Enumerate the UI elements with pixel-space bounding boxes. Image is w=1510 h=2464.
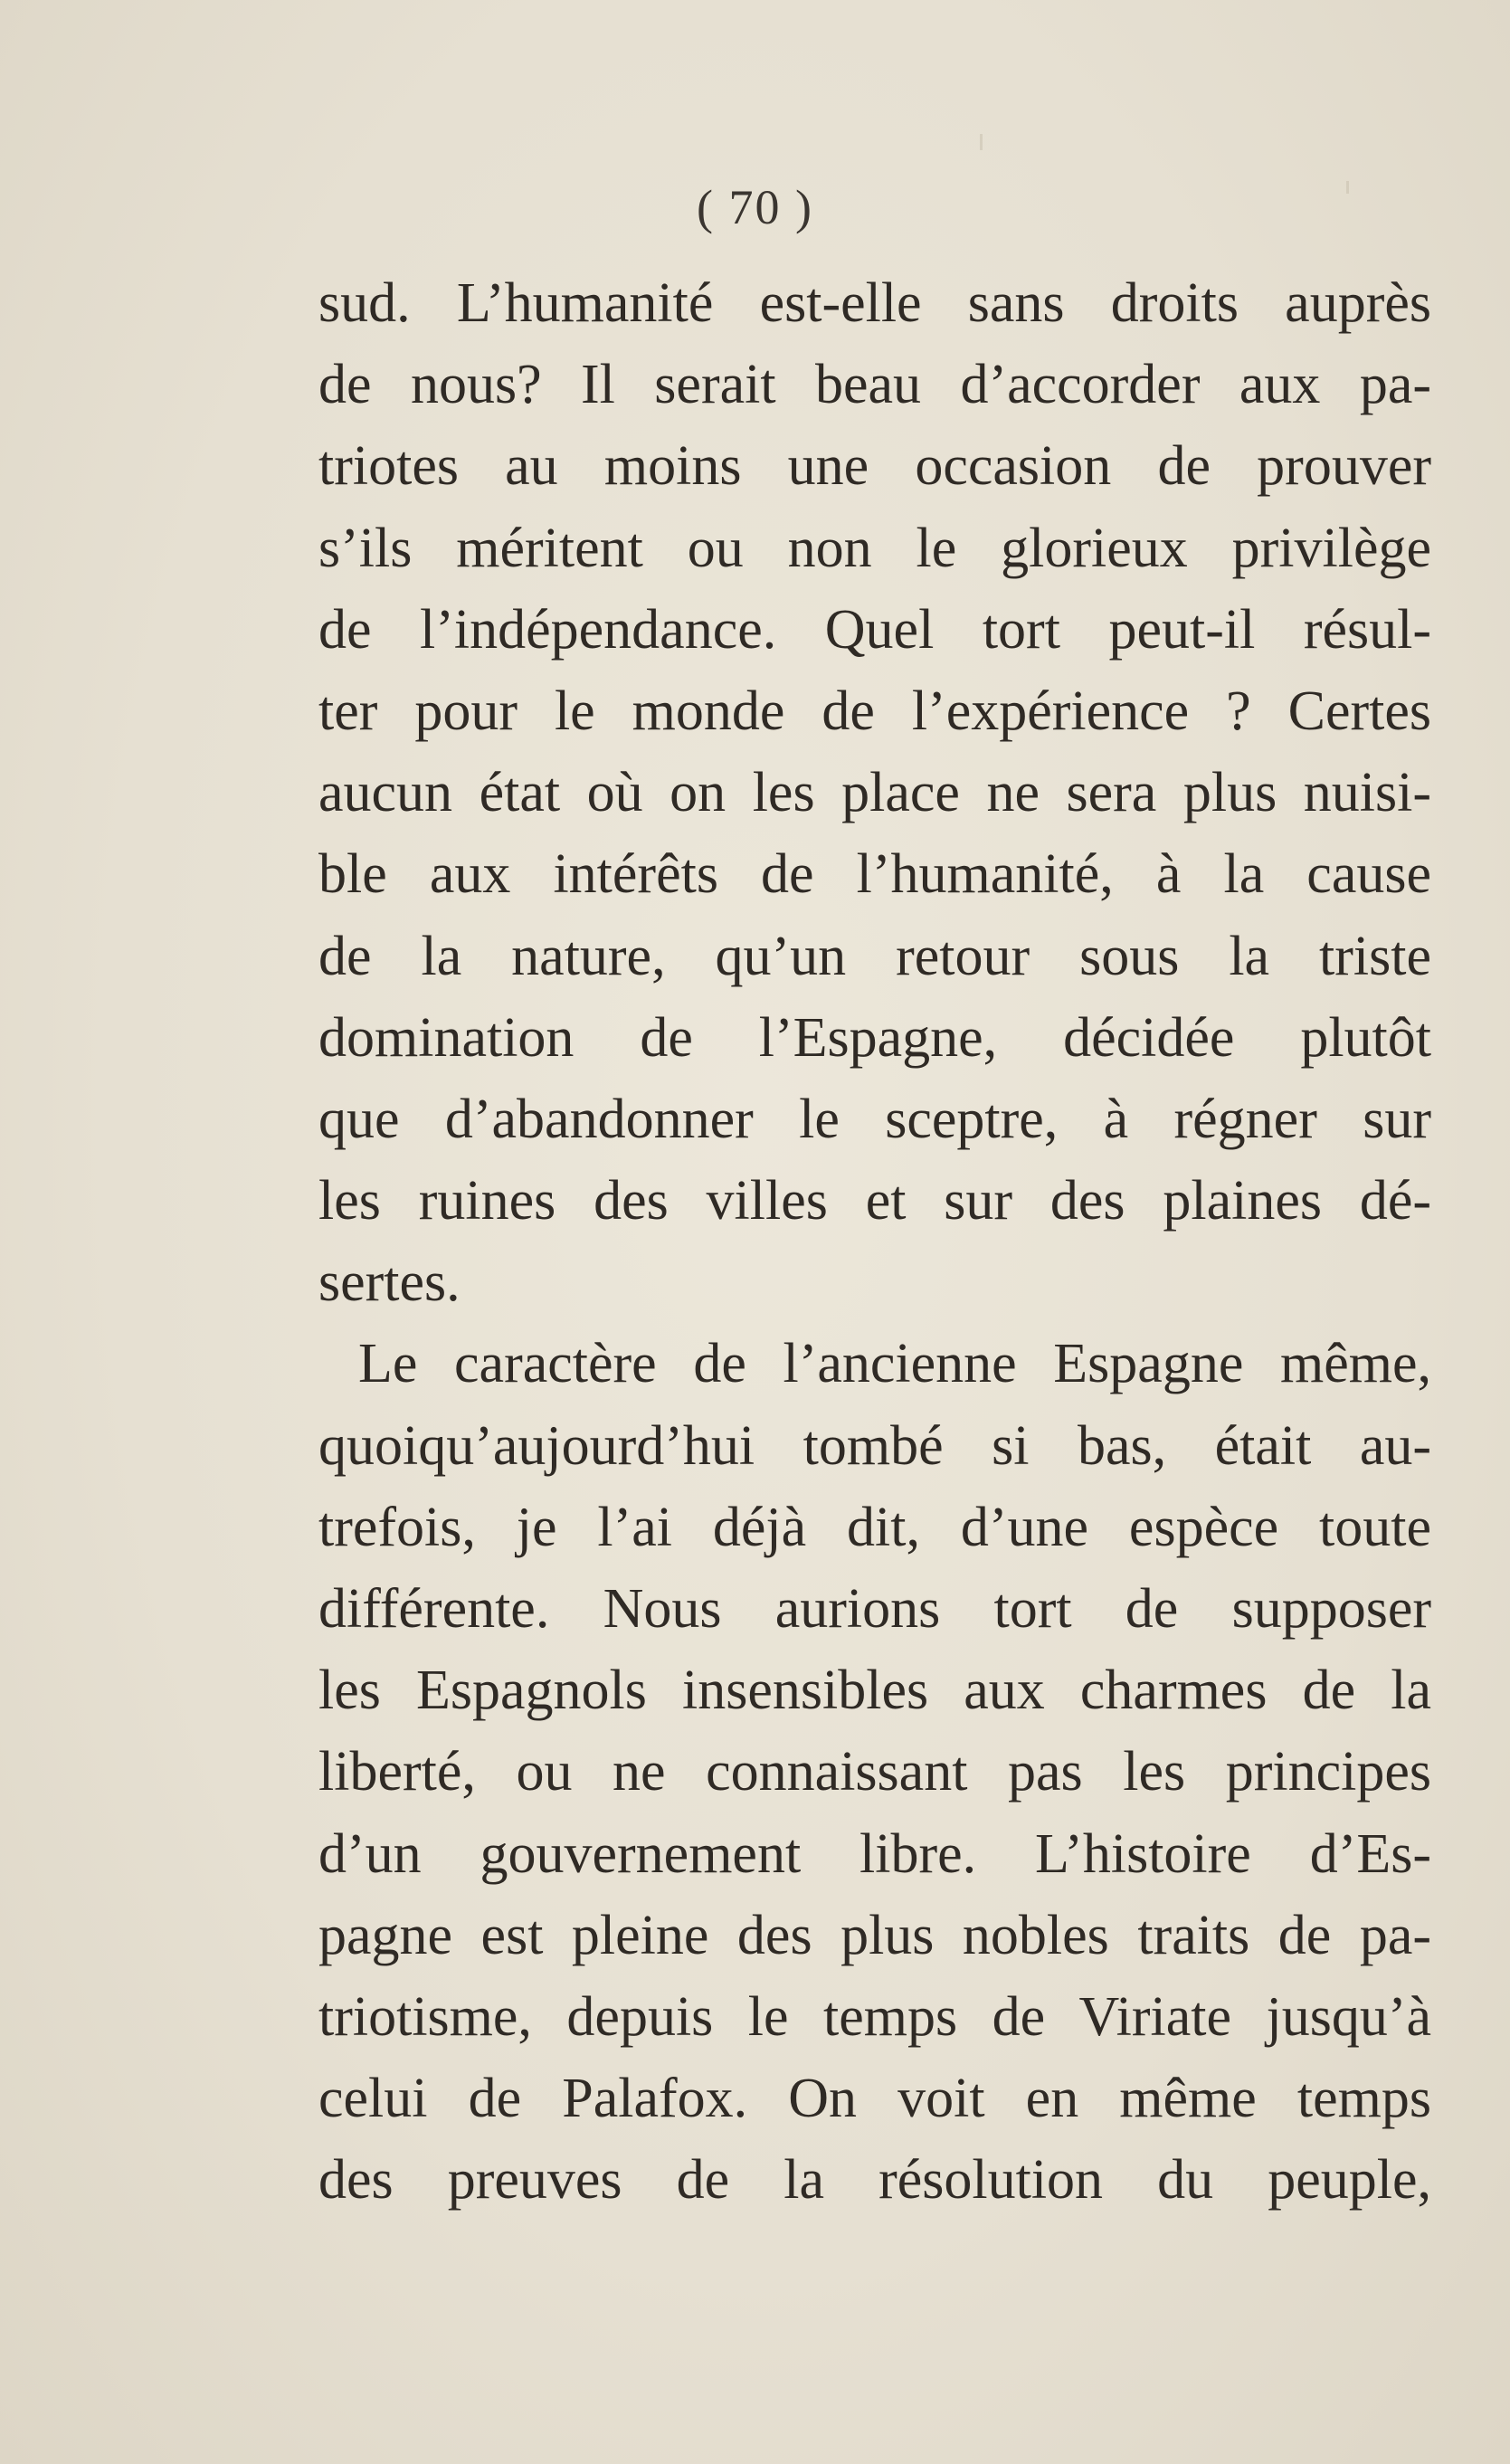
- text-line: aucun état où on les place ne sera plus nuisi-: [318, 762, 1431, 824]
- text-line: d’un gouvernement libre. L’histoire d’Es-: [318, 1822, 1431, 1885]
- text-line: des preuves de la résolution du peuple,: [318, 2149, 1431, 2212]
- text-line: que d’abandonner le sceptre, à régner sur: [318, 1088, 1431, 1150]
- text-line: domination de l’Espagne, décidée plutôt: [318, 1006, 1431, 1069]
- body-text: [318, 262, 1431, 2221]
- text-line: ble aux intérêts de l’humanité, à la cause: [318, 843, 1431, 906]
- text-line: les ruines des villes et sur des plaines dé-: [318, 1170, 1431, 1232]
- paper-speck: [980, 134, 983, 150]
- text-line: triotes au moins une occasion de prouver: [318, 435, 1431, 498]
- text-line: trefois, je l’ai déjà dit, d’une espèce toute: [318, 1496, 1431, 1558]
- text-line: de la nature, qu’un retour sous la triste: [318, 925, 1431, 987]
- text-line: sertes.: [318, 1251, 461, 1314]
- text-line: pagne est pleine des plus nobles traits de pa-: [318, 1904, 1431, 1966]
- text-line: les Espagnols insensibles aux charmes de la: [318, 1660, 1431, 1722]
- text-line: celui de Palafox. On voit en même temps: [318, 2068, 1431, 2130]
- text-line: différente. Nous aurions tort de supposer: [318, 1578, 1431, 1640]
- text-line: sud. L’humanité est-elle sans droits auprès: [318, 272, 1431, 334]
- text-line: liberté, ou ne connaissant pas les principes: [318, 1741, 1431, 1803]
- text-line: de nous? Il serait beau d’accorder aux pa-: [318, 354, 1431, 416]
- text-line: Le caractère de l’ancienne Espagne même,: [358, 1333, 1431, 1395]
- text-line: s’ils méritent ou non le glorieux privilège: [318, 517, 1431, 579]
- text-line: quoiqu’aujourd’hui tombé si bas, était au-: [318, 1414, 1431, 1477]
- text-line: triotisme, depuis le temps de Viriate jusqu’à: [318, 1985, 1431, 2048]
- text-line: de l’indépendance. Quel tort peut-il résul-: [318, 598, 1431, 661]
- text-line: ter pour le monde de l’expérience ? Certes: [318, 680, 1431, 742]
- page-number: ( 70 ): [697, 180, 813, 234]
